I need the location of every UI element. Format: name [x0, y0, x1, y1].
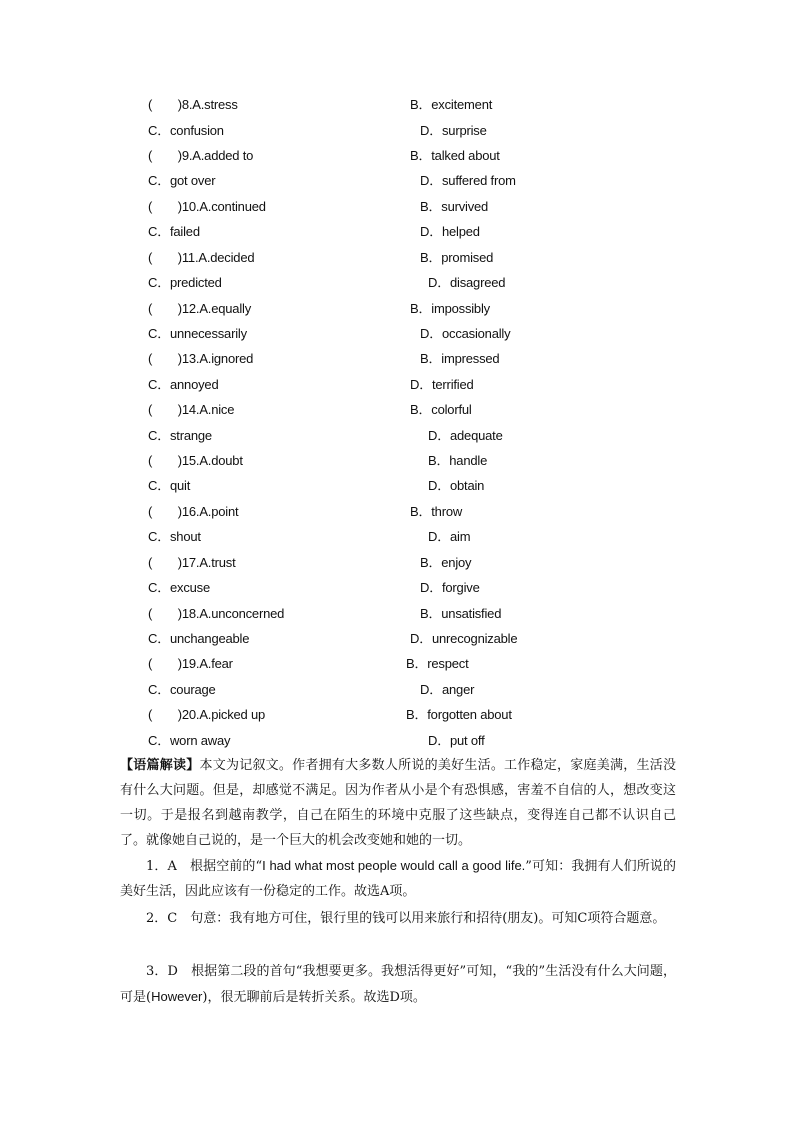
option-row [0, 324, 794, 344]
option-d: D．terrified [410, 377, 474, 392]
option-c: C．failed [148, 224, 200, 239]
answer-number: 3．D [146, 964, 178, 979]
explanation-text: 根据空前的“ [190, 859, 263, 874]
answer-explanation-1 [120, 853, 676, 904]
option-b: B．talked about [410, 148, 500, 163]
option-row [0, 629, 794, 649]
option-b: B．forgotten about [406, 707, 512, 722]
question-stem: ( )18.A.unconcerned [148, 606, 285, 621]
explanation-text: 句意：我有地方可住，银行里的钱可以用来旅行和招待(朋友)。可知C项符合题意。 [190, 911, 666, 926]
option-c: C．confusion [148, 123, 224, 138]
question-row [0, 604, 794, 624]
option-row [0, 680, 794, 700]
option-row [0, 171, 794, 191]
option-b: B．survived [420, 199, 489, 214]
option-d: D．surprise [420, 123, 487, 138]
question-stem: ( )13.A.ignored [148, 351, 254, 366]
option-c: C．excuse [148, 580, 210, 595]
option-d: D．obtain [428, 478, 485, 493]
option-row [0, 273, 794, 293]
answer-number: 1．A [146, 859, 177, 874]
question-row [0, 349, 794, 369]
option-c: C．predicted [148, 275, 222, 290]
analysis-heading: 【语篇解读】 [120, 758, 200, 773]
option-d: D．adequate [428, 428, 503, 443]
explanation-quote: However [151, 989, 203, 1004]
option-b: B．respect [406, 656, 469, 671]
question-row [0, 451, 794, 471]
option-d: D．anger [420, 682, 475, 697]
explanation-quote: I had what most people would call a good life. [262, 858, 526, 873]
question-row [0, 502, 794, 522]
option-b: B．unsatisfied [420, 606, 502, 621]
option-d: D．forgive [420, 580, 480, 595]
option-c: C．unnecessarily [148, 326, 247, 341]
option-d: D．occasionally [420, 326, 511, 341]
option-b: B．throw [410, 504, 463, 519]
question-stem: ( )12.A.equally [148, 301, 252, 316]
option-b: B．colorful [410, 402, 472, 417]
option-row [0, 121, 794, 141]
option-row [0, 375, 794, 395]
option-c: C．strange [148, 428, 212, 443]
option-b: B．handle [428, 453, 488, 468]
option-d: D．suffered from [420, 173, 516, 188]
question-row [0, 400, 794, 420]
question-stem: ( )8.A.stress [148, 97, 238, 112]
question-stem: ( )17.A.trust [148, 555, 236, 570]
analysis-text: 本文为记叙文。作者拥有大多数人所说的美好生活。工作稳定，家庭美满，生活没有什么大问题。但是，却感觉不满足。因为作者从小是个有恐惧感，害羞不自信的人，想改变这一切。于是报名到越南教学，自己在陌生的环境中克服了这些缺点，变得连自己都不认识自己了。就像她自己说的，是一个巨大的机会改变她和她的一切。 [120, 758, 676, 848]
question-stem: ( )9.A.added to [148, 148, 254, 163]
question-row [0, 248, 794, 268]
question-stem: ( )15.A.doubt [148, 453, 243, 468]
option-d: D．disagreed [428, 275, 506, 290]
option-d: D．helped [420, 224, 480, 239]
option-c: C．got over [148, 173, 216, 188]
option-row [0, 731, 794, 751]
option-c: C．worn away [148, 733, 231, 748]
option-d: D．aim [428, 529, 471, 544]
option-c: C．quit [148, 478, 191, 493]
option-row [0, 527, 794, 547]
option-row [0, 222, 794, 242]
option-row [0, 476, 794, 496]
option-b: B．enjoy [420, 555, 472, 570]
option-b: B．excitement [410, 97, 493, 112]
option-d: D．unrecognizable [410, 631, 518, 646]
answer-explanation-2 [120, 906, 676, 931]
explanation-text: 根据第二段的首句“我想要更多。我想活得更好”可知，“我的”生活没有什么大问题，可是( [120, 964, 676, 1005]
option-c: C．shout [148, 529, 201, 544]
question-row [0, 95, 794, 115]
explanation-text: ”可知：我拥有人们所说的美好生活，因此应该有一份稳定的工作。故选A项。 [120, 859, 676, 899]
question-stem: ( )14.A.nice [148, 402, 235, 417]
option-b: B．impressed [420, 351, 500, 366]
option-c: C．courage [148, 682, 216, 697]
question-row [0, 146, 794, 166]
question-stem: ( )10.A.continued [148, 199, 266, 214]
question-stem: ( )16.A.point [148, 504, 239, 519]
answer-explanation-3 [120, 959, 676, 1010]
question-row [0, 553, 794, 573]
option-row [0, 578, 794, 598]
question-stem: ( )20.A.picked up [148, 707, 266, 722]
option-b: B．promised [420, 250, 494, 265]
question-row [0, 299, 794, 319]
question-row [0, 654, 794, 674]
answer-number: 2．C [146, 911, 178, 926]
question-stem: ( )19.A.fear [148, 656, 233, 671]
explanation-text: )，很无聊前后是转折关系。故选D项。 [202, 990, 426, 1005]
question-stem: ( )11.A.decided [148, 250, 255, 265]
option-b: B．impossibly [410, 301, 490, 316]
option-row [0, 426, 794, 446]
discourse-analysis [120, 753, 676, 853]
option-d: D．put off [428, 733, 485, 748]
option-c: C．unchangeable [148, 631, 250, 646]
question-row [0, 197, 794, 217]
question-row [0, 705, 794, 725]
option-c: C．annoyed [148, 377, 219, 392]
